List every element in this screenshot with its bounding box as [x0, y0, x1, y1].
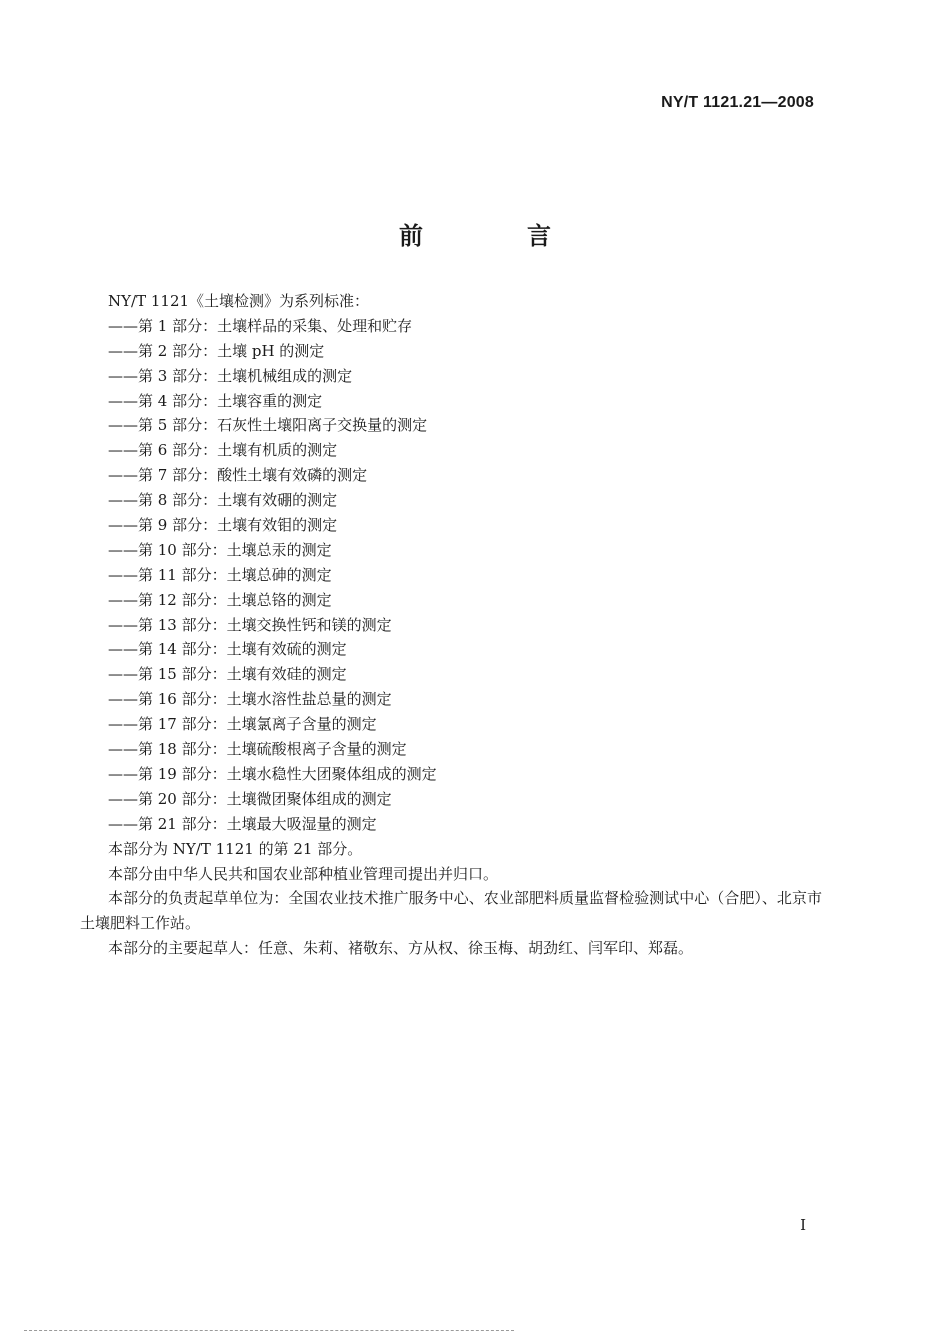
list-item: ——第 6 部分：土壤有机质的测定	[108, 441, 338, 460]
list-item: ——第 16 部分：土壤水溶性盐总量的测定	[108, 690, 392, 709]
list-item: ——第 14 部分：土壤有效硫的测定	[108, 640, 347, 659]
paragraph-drafting-units: 本部分的负责起草单位为：全国农业技术推广服务中心、农业部肥料质量监督检验测试中心（合肥）、北京市土壤肥料工作站。	[80, 889, 822, 933]
standard-code-header: NY/T 1121.21—2008	[661, 94, 814, 111]
paragraph-part-number: 本部分为 NY/T 1121 的第 21 部分。	[108, 839, 363, 858]
list-item: ——第 11 部分：土壤总砷的测定	[108, 565, 332, 584]
parts-list	[80, 314, 822, 837]
list-item: ——第 10 部分：土壤总汞的测定	[108, 540, 332, 559]
list-item: ——第 12 部分：土壤总铬的测定	[108, 590, 332, 609]
list-item: ——第 20 部分：土壤微团聚体组成的测定	[108, 789, 392, 808]
paragraph-drafters: 本部分的主要起草人：任意、朱莉、褚敬东、方从权、徐玉梅、胡劲红、闫军印、郑磊。	[108, 939, 694, 958]
list-item: ——第 5 部分：石灰性土壤阳离子交换量的测定	[108, 416, 428, 435]
list-item: ——第 4 部分：土壤容重的测定	[108, 391, 323, 410]
list-item: ——第 21 部分：土壤最大吸湿量的测定	[108, 814, 377, 833]
list-item: ——第 9 部分：土壤有效钼的测定	[108, 516, 338, 535]
paragraph-proposer: 本部分由中华人民共和国农业部种植业管理司提出并归口。	[108, 864, 499, 883]
list-item: ——第 18 部分：土壤硫酸根离子含量的测定	[108, 740, 407, 759]
list-item: ——第 1 部分：土壤样品的采集、处理和贮存	[108, 316, 413, 335]
list-item: ——第 2 部分：土壤 pH 的测定	[108, 341, 325, 360]
page-number: I	[800, 1216, 806, 1234]
bottom-divider	[24, 1330, 514, 1331]
list-item: ——第 8 部分：土壤有效硼的测定	[108, 491, 338, 510]
list-item: ——第 7 部分：酸性土壤有效磷的测定	[108, 466, 368, 485]
list-item: ——第 17 部分：土壤氯离子含量的测定	[108, 715, 377, 734]
list-item: ——第 13 部分：土壤交换性钙和镁的测定	[108, 615, 392, 634]
page-title: 前 言	[399, 221, 591, 250]
list-item: ——第 19 部分：土壤水稳性大团聚体组成的测定	[108, 764, 437, 783]
document-body	[80, 289, 822, 961]
list-item: ——第 3 部分：土壤机械组成的测定	[108, 366, 353, 385]
list-item: ——第 15 部分：土壤有效硅的测定	[108, 665, 347, 684]
intro-line: NY/T 1121《土壤检测》为系列标准：	[108, 292, 370, 310]
